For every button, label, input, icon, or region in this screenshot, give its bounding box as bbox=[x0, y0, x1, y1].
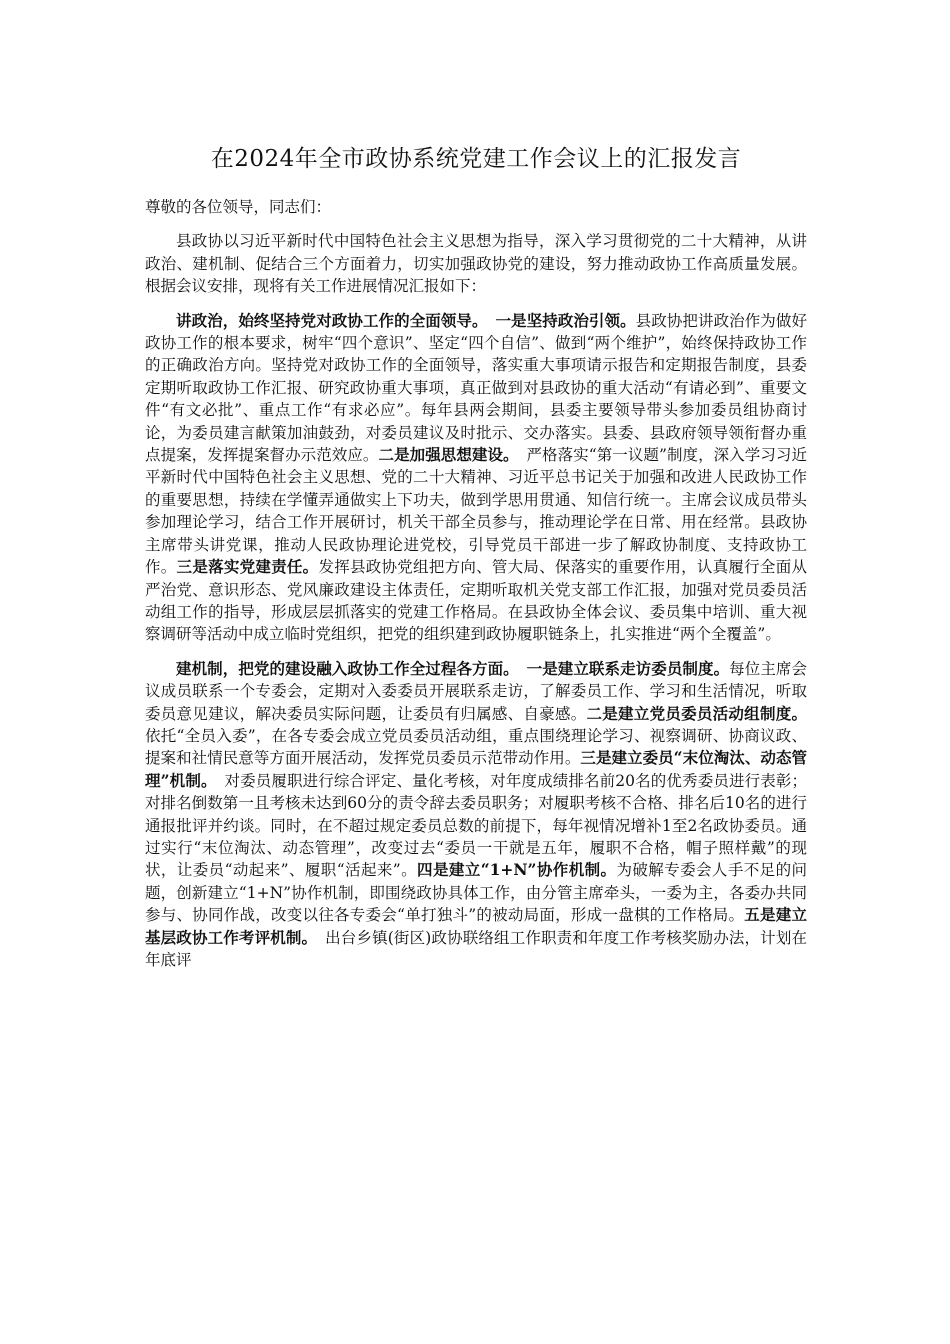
section-heading-mechanism: 建机制，把党的建设融入政协工作全过程各方面。 bbox=[176, 658, 512, 678]
point-label: 一是坚持政治引领。 bbox=[495, 310, 636, 330]
point-label: 三是建立委员“末位淘汰、动态管理”机制。 bbox=[145, 748, 807, 790]
intro-paragraph: 县政协以习近平新时代中国特色社会主义思想为指导，深入学习贯彻党的二十大精神，从讲政治、建机制、促结合三个方面着力，切实加强政协党的建设，努力推动政协工作高质量发展。根据会议安排，现将有关工作进展情况汇报如下： bbox=[145, 232, 807, 296]
greeting: 尊敬的各位领导，同志们： bbox=[145, 198, 332, 216]
document-page bbox=[145, 142, 807, 983]
point-text: 为破解专委会人手不足的问题，创新建立“1+N”协作机制，即围绕政协具体工作，由分管主席牵头，一委为主，各委办共同参与、协同作战，改变以往各专委会“单打独斗”的被动局面，形成一盘棋的工作格局。 bbox=[145, 861, 807, 925]
point-text: 依托“全员入委”，在各专委会成立党员委员活动组，重点围绕理论学习、视察调研、协商议政、提案和社情民意等方面开展活动，发挥党员委员示范带动作用。 bbox=[145, 726, 807, 768]
section-heading-politics: 讲政治，始终坚持党对政协工作的全面领导。 bbox=[176, 310, 480, 330]
point-label: 二是建立党员委员活动组制度。 bbox=[586, 703, 807, 723]
point-label: 五是建立基层政协工作考评机制。 bbox=[145, 905, 807, 947]
point-text: 发挥县政协党组把方向、管大局、保落实的重要作用，认真履行全面从严治党、意识形态、党风廉政建设主体责任，定期听取机关党支部工作汇报，加强对党员委员活动组工作的指导，形成层层抓落实的党建工作格局。在县政协全体会议、委员集中培训、重大视察调研等活动中成立临时党组织，把党的组织建到政协履职链条上，扎实推进“两个全覆盖”。 bbox=[145, 558, 807, 644]
point-label: 四是建立“1+N”协作机制。 bbox=[417, 860, 617, 880]
point-label: 三是落实党建责任。 bbox=[176, 557, 319, 577]
document-title: 在2024年全市政协系统党建工作会议上的汇报发言 bbox=[210, 146, 742, 172]
point-label: 二是加强思想建设。 bbox=[378, 445, 511, 465]
point-text: 县政协把讲政治作为做好政协工作的根本要求，树牢“四个意识”、坚定“四个自信”、做到“两个维护”，始终保持政协工作的正确政治方向。坚持党对政协工作的全面领导，落实重大事项请示报告和定期报告制度，县委定期听取政协工作汇报、研究政协重大事项，真正做到对县政协的重大活动“有请必到”、重要文件“有文必批”、重点工作“有求必应”。每年县两会期间，县委主要领导带头参加委员组协商讨论，为委员建言献策加油鼓劲，对委员建议及时批示、交办落实。县委、县政府领导领衔督办重点提案，发挥提案督办示范效应。 bbox=[145, 311, 807, 465]
point-text: 严格落实“第一议题”制度，深入学习习近平新时代中国特色社会主义思想、党的二十大精神、习近平总书记关于加强和改进人民政协工作的重要思想，持续在学懂弄通做实上下功夫，做到学思用贯通、知信行统一。主席会议成员带头参加理论学习，结合工作开展研讨，机关干部全员参与，推动理论学在日常、用在经常。县政协主席带头讲党课，推动人民政协理论进党校，引导党员干部进一步了解政协制度、支持政协工作。 bbox=[145, 446, 807, 577]
point-text: 每位主席会议成员联系一个专委会，定期对入委委员开展联系走访，了解委员工作、学习和生活情况，听取委员意见建议，解决委员实际问题，让委员有归属感、自豪感。 bbox=[145, 659, 807, 723]
point-label: 一是建立联系走访委员制度。 bbox=[526, 658, 730, 678]
section-politics-paragraph bbox=[145, 310, 807, 646]
point-text: 出台乡镇(街区)政协联络组工作职责和年度工作考核奖励办法，计划在年底评 bbox=[145, 928, 807, 969]
point-text: 对委员履职进行综合评定、量化考核，对年度成绩排名前20名的优秀委员进行表彰；对排名倒数第一且考核未达到60分的责令辞去委员职务；对履职考核不合格、排名后10名的进行通报批评并约谈。同时，在不超过规定委员总数的前提下，每年视情况增补1至2名政协委员。通过实行“末位淘汰、动态管理”，改变过去“委员一干就是五年，履职不合格，帽子照样戴”的现状，让委员“动起来”、履职“活起来”。 bbox=[145, 771, 807, 880]
section-mechanism-paragraph bbox=[145, 658, 807, 972]
